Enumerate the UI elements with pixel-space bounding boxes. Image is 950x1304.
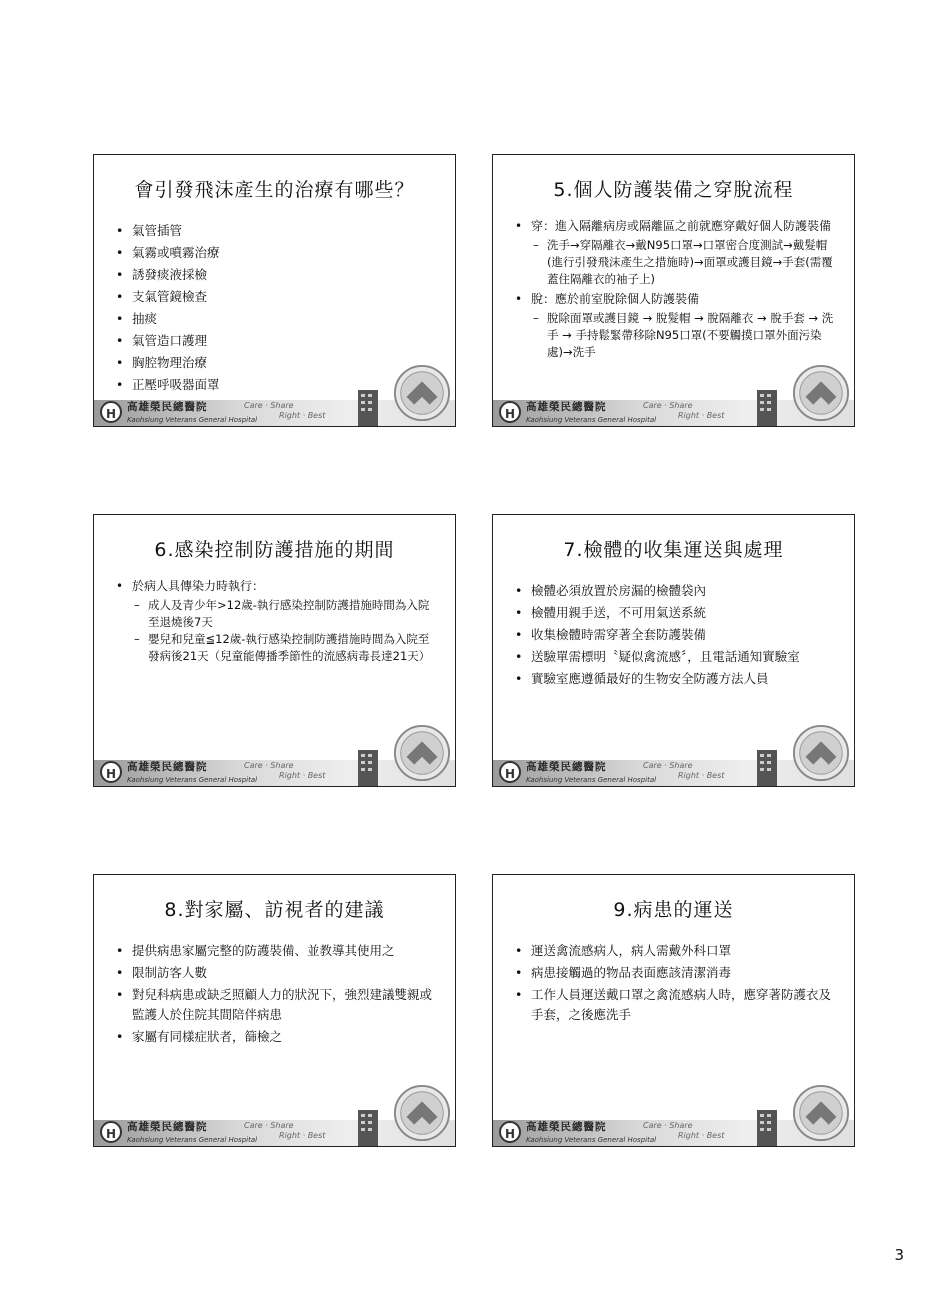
- hospital-name-en: Kaohsiung Veterans General Hospital: [127, 1136, 258, 1144]
- tagline: Care · Share: [643, 401, 693, 410]
- list-item: • 工作人員運送戴口罩之禽流感病人時，應穿著防護衣及手套，之後應洗手: [513, 985, 836, 1025]
- slide-title: 會引發飛沫產生的治療有哪些？: [134, 179, 415, 201]
- hospital-logo-icon: H: [100, 761, 122, 783]
- list-item: • 檢體必須放置於房漏的檢體袋內: [513, 581, 836, 601]
- hospital-emblem-icon: [792, 364, 850, 422]
- sub-list-item: – 脫除面罩或護目鏡 → 脫髮帽 → 脫隔離衣 → 脫手套 → 洗手 → 手持鬆緊帶移除N95口罩(不要觸摸口罩外面污染處)→洗手: [531, 310, 836, 361]
- building-icon: [755, 746, 783, 786]
- tagline: Care · Share: [643, 1121, 693, 1130]
- tagline: Right · Best: [678, 411, 725, 420]
- sub-list-item: – 嬰兒和兒童≦12歲-執行感染控制防護措施時間為入院至發病後21天（兒童能傳播季節性的流感病毒長達21天）: [132, 631, 437, 665]
- slide-body: [513, 941, 836, 1027]
- list-item: • 於病人具傳染力時執行： – 成人及青少年>12歲-執行感染控制防護措施時間為入院至退燒後7天 – 嬰兒和兒童≦12歲-執行感染控制防護措施時間為入院至發病後21天（兒童能傳播季節性的流感病毒長達21天）: [114, 577, 437, 665]
- hospital-name-en: Kaohsiung Veterans General Hospital: [127, 416, 258, 424]
- tagline: Right · Best: [678, 1131, 725, 1140]
- hospital-emblem-icon: [792, 724, 850, 782]
- list-item: • 穿：進入隔離病房或隔離區之前就應穿戴好個人防護裝備 – 洗手→穿隔離衣→戴N95口罩→口罩密合度測試→戴髮帽(進行引發飛沫產生之措施時)→面罩或護目鏡→手套(需覆蓋住隔離衣的袖子上): [513, 217, 836, 288]
- list-item: • 對兒科病患或缺乏照顧人力的狀況下，強烈建議雙親或監護人於住院其間陪伴病患: [114, 985, 437, 1025]
- hospital-logo-icon: H: [100, 401, 122, 423]
- building-icon: [356, 1106, 384, 1146]
- slide-body: [513, 217, 836, 363]
- hospital-name-en: Kaohsiung Veterans General Hospital: [526, 416, 657, 424]
- list-item: • 抽痰: [114, 309, 437, 329]
- hospital-logo-icon: H: [499, 401, 521, 423]
- hospital-emblem-icon: [393, 1084, 451, 1142]
- list-item: • 家屬有同樣症狀者，篩檢之: [114, 1027, 437, 1047]
- list-item: • 送驗單需標明〝疑似禽流感〞，且電話通知實驗室: [513, 647, 836, 667]
- hospital-name-en: Kaohsiung Veterans General Hospital: [526, 1136, 657, 1144]
- hospital-logo-icon: H: [100, 1121, 122, 1143]
- hospital-name: 高雄榮民總醫院: [526, 1121, 607, 1133]
- list-item: • 支氣管鏡檢查: [114, 287, 437, 307]
- hospital-emblem-icon: [393, 724, 451, 782]
- list-item: • 限制訪客人數: [114, 963, 437, 983]
- slide-body: [513, 581, 836, 691]
- list-item: • 運送禽流感病人，病人需戴外科口罩: [513, 941, 836, 961]
- slide-4: [492, 514, 855, 787]
- sub-list-item: – 成人及青少年>12歲-執行感染控制防護措施時間為入院至退燒後7天: [132, 597, 437, 631]
- slide-2: [492, 154, 855, 427]
- list-item: • 氣管插管: [114, 221, 437, 241]
- slide-body: [114, 577, 437, 667]
- list-item: • 脫：應於前室脫除個人防護裝備 – 脫除面罩或護目鏡 → 脫髮帽 → 脫隔離衣 → 脫手套 → 洗手 → 手持鬆緊帶移除N95口罩(不要觸摸口罩外面污染處)→洗手: [513, 290, 836, 361]
- slide-title: 8.對家屬、訪視者的建議: [164, 899, 385, 921]
- hospital-logo-icon: H: [499, 1121, 521, 1143]
- tagline: Care · Share: [244, 761, 294, 770]
- hospital-name-en: Kaohsiung Veterans General Hospital: [526, 776, 657, 784]
- slide-6: [492, 874, 855, 1147]
- list-item: • 提供病患家屬完整的防護裝備、並教導其使用之: [114, 941, 437, 961]
- tagline: Right · Best: [279, 771, 326, 780]
- tagline: Care · Share: [643, 761, 693, 770]
- hospital-emblem-icon: [393, 364, 451, 422]
- hospital-name: 高雄榮民總醫院: [127, 1121, 208, 1133]
- building-icon: [755, 386, 783, 426]
- hospital-name: 高雄榮民總醫院: [526, 761, 607, 773]
- list-item: • 檢體用親手送，不可用氣送系統: [513, 603, 836, 623]
- hospital-name: 高雄榮民總醫院: [127, 401, 208, 413]
- hospital-emblem-icon: [792, 1084, 850, 1142]
- hospital-name: 高雄榮民總醫院: [526, 401, 607, 413]
- page-number: 3: [894, 1246, 904, 1264]
- list-item: • 實驗室應遵循最好的生物安全防護方法人員: [513, 669, 836, 689]
- list-item: • 收集檢體時需穿著全套防護裝備: [513, 625, 836, 645]
- slide-body: [114, 941, 437, 1049]
- tagline: Care · Share: [244, 1121, 294, 1130]
- slide-1: [93, 154, 456, 427]
- list-item: • 誘發痰液採檢: [114, 265, 437, 285]
- building-icon: [356, 746, 384, 786]
- hospital-logo-icon: H: [499, 761, 521, 783]
- list-item: • 正壓呼吸器面罩: [114, 375, 437, 395]
- slide-title: 7.檢體的收集運送與處理: [563, 539, 784, 561]
- slide-body: [114, 221, 437, 397]
- tagline: Right · Best: [279, 1131, 326, 1140]
- list-item: • 胸腔物理治療: [114, 353, 437, 373]
- tagline: Right · Best: [678, 771, 725, 780]
- slide-title: 9.病患的運送: [613, 899, 734, 921]
- tagline: Right · Best: [279, 411, 326, 420]
- slide-title: 5.個人防護裝備之穿脫流程: [553, 179, 794, 201]
- list-item: • 氣管造口護理: [114, 331, 437, 351]
- list-item: • 病患接觸過的物品表面應該清潔消毒: [513, 963, 836, 983]
- building-icon: [356, 386, 384, 426]
- sub-list-item: – 洗手→穿隔離衣→戴N95口罩→口罩密合度測試→戴髮帽(進行引發飛沫產生之措施時)→面罩或護目鏡→手套(需覆蓋住隔離衣的袖子上): [531, 237, 836, 288]
- slide-3: [93, 514, 456, 787]
- slide-5: [93, 874, 456, 1147]
- hospital-name-en: Kaohsiung Veterans General Hospital: [127, 776, 258, 784]
- building-icon: [755, 1106, 783, 1146]
- slide-title: 6.感染控制防護措施的期間: [154, 539, 395, 561]
- hospital-name: 高雄榮民總醫院: [127, 761, 208, 773]
- list-item: • 氣霧或噴霧治療: [114, 243, 437, 263]
- tagline: Care · Share: [244, 401, 294, 410]
